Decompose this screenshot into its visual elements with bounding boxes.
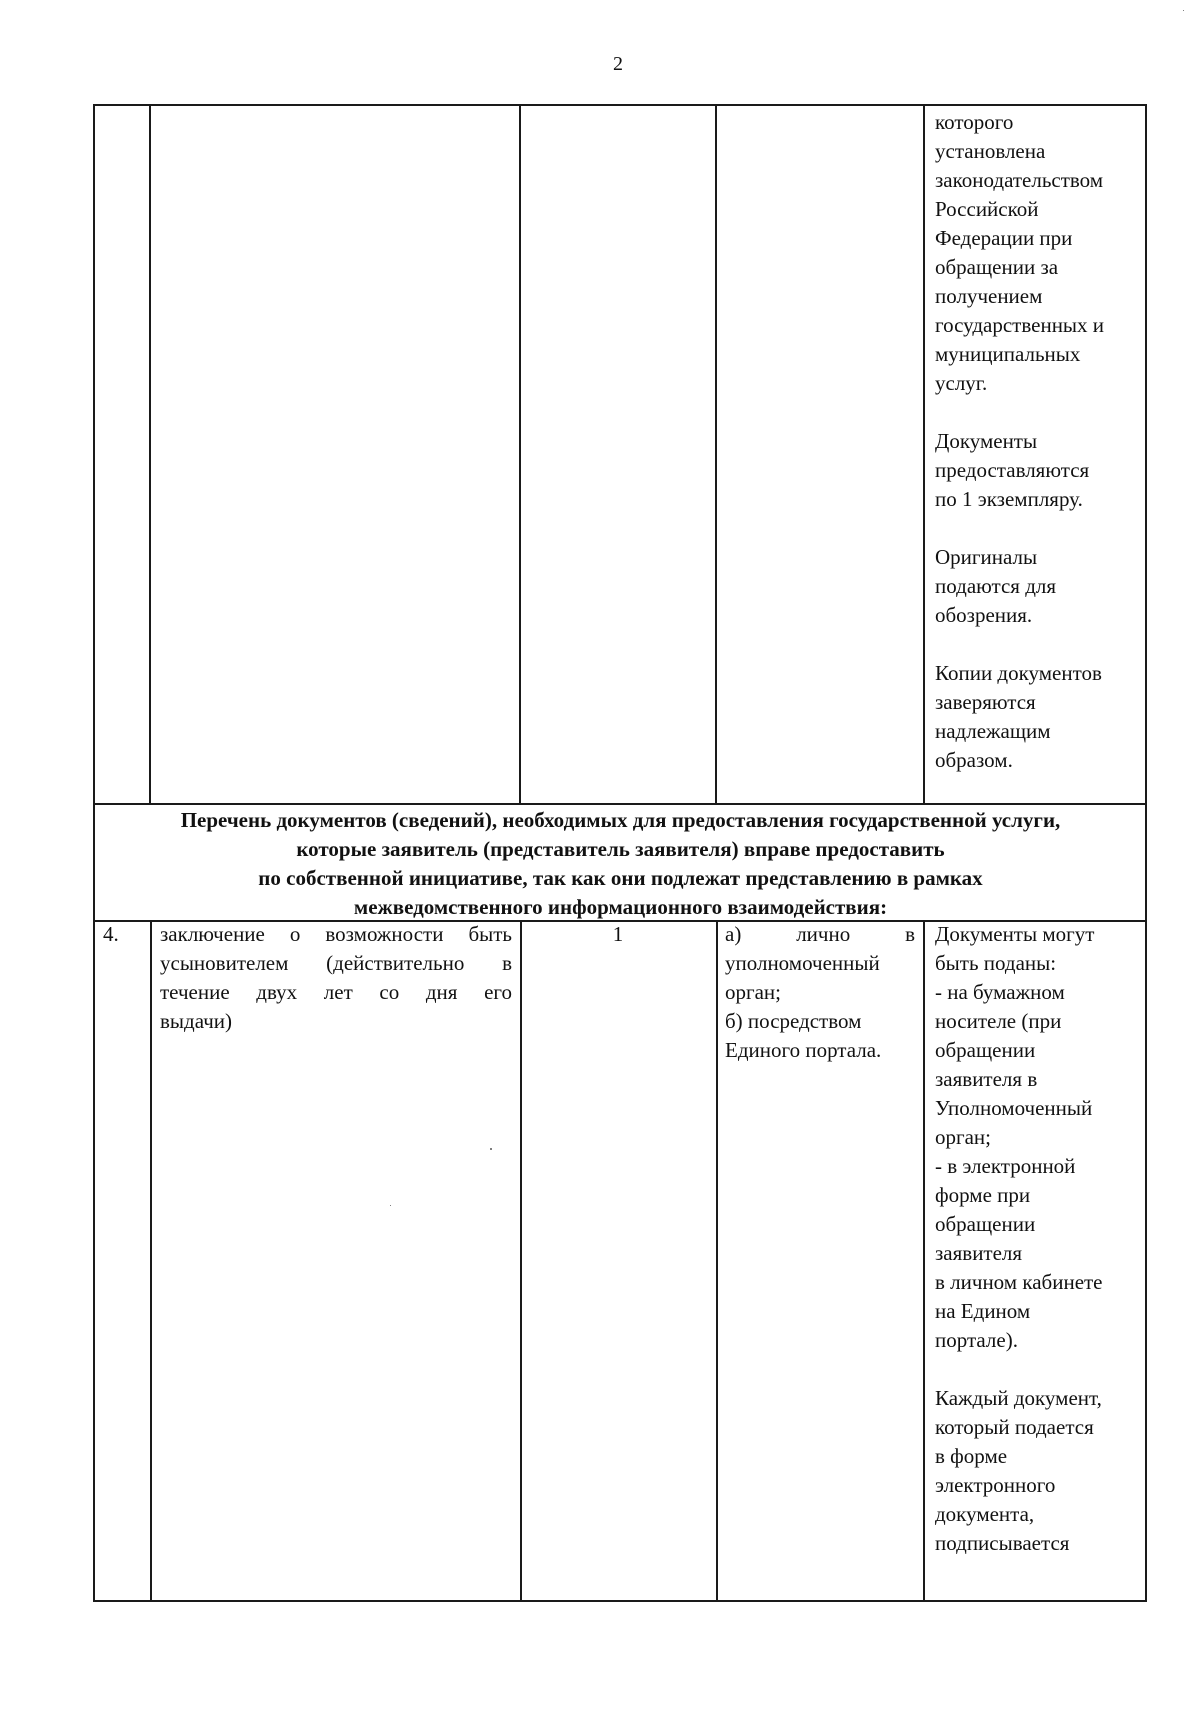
text-line: б) посредством bbox=[725, 1009, 862, 1033]
text-line: заявителя в bbox=[935, 1067, 1038, 1091]
text-line: форме при bbox=[935, 1183, 1031, 1207]
text-line: Каждый документ, bbox=[935, 1386, 1102, 1410]
text-line: а) лично в bbox=[725, 922, 915, 946]
text-line: на Едином bbox=[935, 1299, 1031, 1323]
column-divider bbox=[715, 104, 717, 804]
text-line: заключение о возможности быть bbox=[160, 922, 512, 946]
page-number: 2 bbox=[613, 53, 623, 75]
column-divider bbox=[519, 104, 521, 804]
text-line: обозрения. bbox=[935, 603, 1033, 627]
heading-line: Перечень документов (сведений), необходимых для предоставления государственной услуги, bbox=[180, 808, 1061, 832]
text-line: заверяются bbox=[935, 690, 1036, 714]
text-line: быть поданы: bbox=[935, 951, 1057, 975]
text-line: документа, bbox=[935, 1502, 1035, 1526]
text-line: Единого портала. bbox=[725, 1038, 882, 1062]
notes-paragraph bbox=[935, 427, 1145, 514]
notes-paragraph bbox=[935, 108, 1145, 398]
text-line: подаются для bbox=[935, 574, 1057, 598]
row4-notes-cell bbox=[935, 920, 1145, 1558]
text-line: надлежащим bbox=[935, 719, 1051, 743]
text-line: Уполномоченный bbox=[935, 1096, 1093, 1120]
text-line: который подается bbox=[935, 1415, 1094, 1439]
text-line: - в электронной bbox=[935, 1154, 1076, 1178]
scan-speck bbox=[490, 1148, 492, 1150]
text-line: электронного bbox=[935, 1473, 1056, 1497]
column-divider bbox=[923, 104, 925, 804]
text-line: Российской bbox=[935, 197, 1039, 221]
text-line: установлена bbox=[935, 139, 1046, 163]
text-line: в личном кабинете bbox=[935, 1270, 1103, 1294]
text-line: портале). bbox=[935, 1328, 1018, 1352]
submission-method-cell bbox=[725, 920, 915, 1065]
notes-paragraph bbox=[935, 1384, 1145, 1558]
heading-line: по собственной инициативе, так как они подлежат представлению в рамках bbox=[258, 866, 983, 890]
text-line: законодательством bbox=[935, 168, 1104, 192]
row-number-cell: 4. bbox=[103, 922, 119, 946]
text-line: Документы могут bbox=[935, 922, 1095, 946]
text-line: носителе (при bbox=[935, 1009, 1062, 1033]
notes-paragraph bbox=[935, 543, 1145, 630]
heading-line: межведомственного информационного взаимодействия: bbox=[353, 895, 888, 919]
column-divider bbox=[150, 920, 152, 1601]
text-line: Оригиналы bbox=[935, 545, 1038, 569]
text-line: усыновителем (действительно в bbox=[160, 951, 512, 975]
text-line: уполномоченный bbox=[725, 951, 880, 975]
column-divider bbox=[716, 920, 718, 1601]
text-line: течение двух лет со дня его bbox=[160, 980, 512, 1004]
scan-speck bbox=[1183, 10, 1184, 11]
text-line: - на бумажном bbox=[935, 980, 1065, 1004]
notes-paragraph bbox=[935, 659, 1145, 775]
text-line: государственных и bbox=[935, 313, 1105, 337]
text-line: обращении за bbox=[935, 255, 1059, 279]
count-cell: 1 bbox=[612, 922, 624, 946]
text-line: подписывается bbox=[935, 1531, 1070, 1555]
text-line: обращении bbox=[935, 1038, 1036, 1062]
column-divider bbox=[923, 920, 925, 1601]
text-line: орган; bbox=[935, 1125, 992, 1149]
continued-notes-cell bbox=[935, 108, 1145, 775]
text-line: муниципальных bbox=[935, 342, 1081, 366]
row-divider bbox=[93, 803, 1146, 805]
scan-speck bbox=[390, 1205, 391, 1206]
text-line: которого bbox=[935, 110, 1014, 134]
column-divider bbox=[520, 920, 522, 1601]
heading-line: которые заявитель (представитель заявителя) вправе предоставить bbox=[296, 837, 945, 861]
text-line: обращении bbox=[935, 1212, 1036, 1236]
section-heading bbox=[95, 806, 1146, 922]
text-line: орган; bbox=[725, 980, 782, 1004]
notes-paragraph bbox=[935, 920, 1145, 1355]
text-line: Копии документов bbox=[935, 661, 1102, 685]
text-line: образом. bbox=[935, 748, 1013, 772]
table-top-border bbox=[93, 104, 1146, 106]
text-line: выдачи) bbox=[160, 1009, 232, 1033]
text-line: предоставляются bbox=[935, 458, 1090, 482]
table-bottom-border bbox=[95, 1600, 1146, 1602]
text-line: в форме bbox=[935, 1444, 1008, 1468]
text-line: услуг. bbox=[935, 371, 988, 395]
text-line: Документы bbox=[935, 429, 1038, 453]
text-line: по 1 экземпляру. bbox=[935, 487, 1083, 511]
text-line: получением bbox=[935, 284, 1043, 308]
document-name-cell bbox=[160, 920, 512, 1036]
column-divider bbox=[149, 104, 151, 804]
text-line: Федерации при bbox=[935, 226, 1073, 250]
text-line: заявителя bbox=[935, 1241, 1023, 1265]
